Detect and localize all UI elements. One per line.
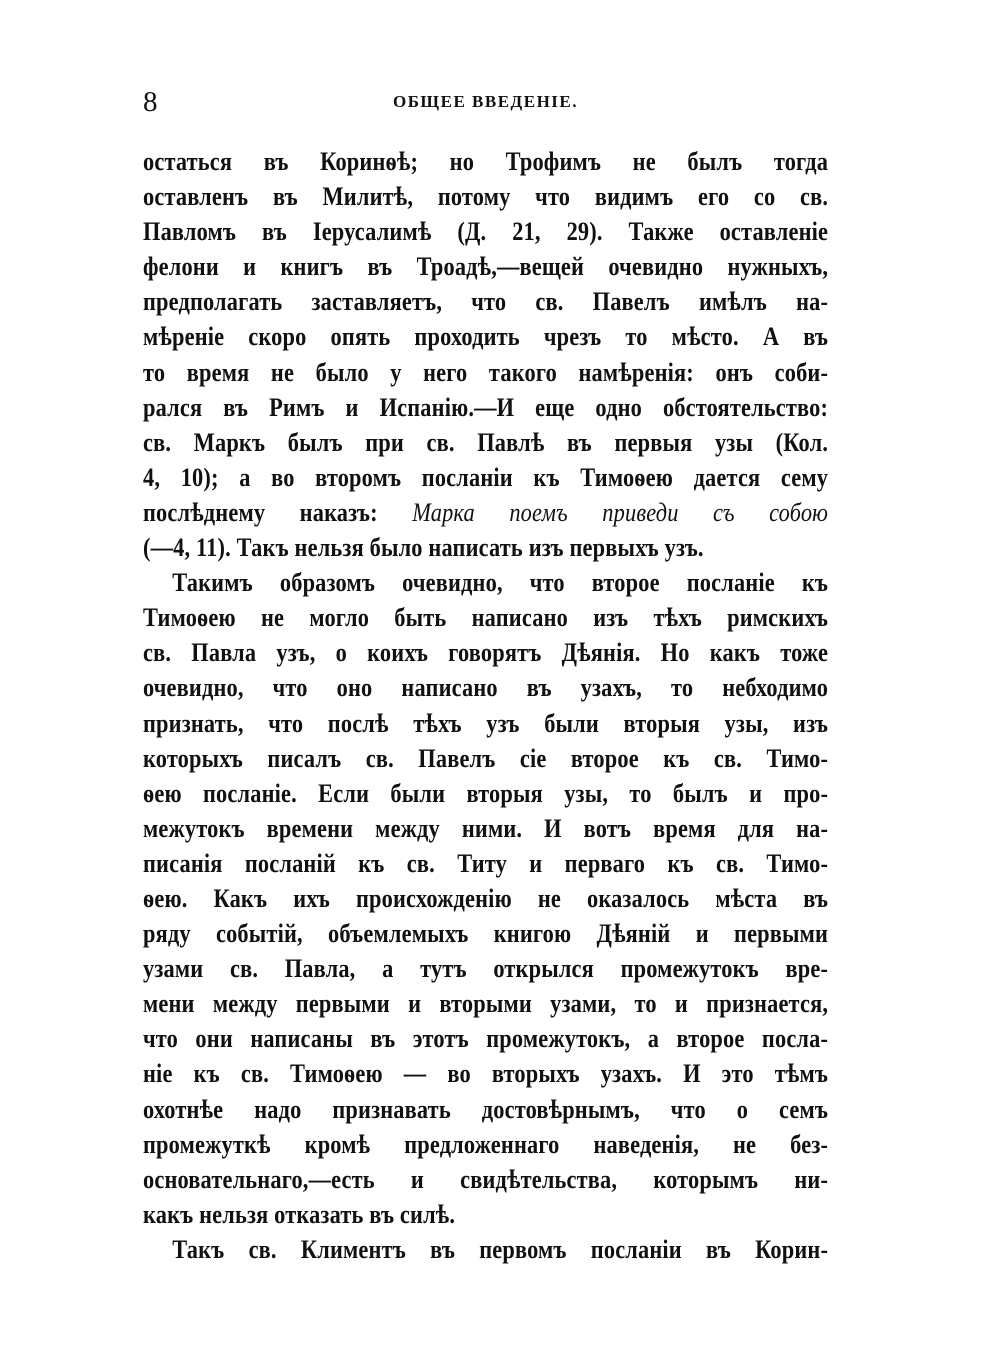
text-line: очевидно, что оно написано въ узахъ, то небходимо bbox=[143, 673, 829, 703]
text-line: мени между первыми и вторыми узами, то и признается, bbox=[143, 989, 829, 1019]
text-line: св. Павла узъ, о коихъ говорятъ Дѣянія. Но какъ тоже bbox=[143, 638, 829, 668]
text-line: оставленъ въ Милитѣ, потому что видимъ его со св. bbox=[143, 182, 829, 212]
text-line: Павломъ въ Іерусалимѣ (Д. 21, 29). Также оставленіе bbox=[143, 217, 829, 247]
text-line: узами св. Павла, а тутъ открылся промежутокъ вре- bbox=[143, 954, 829, 984]
text-line: мѣреніе скоро опять проходить чрезъ то мѣсто. А въ bbox=[143, 322, 829, 352]
text-line: которыхъ писалъ св. Павелъ сіе второе къ св. Тимо- bbox=[143, 743, 829, 773]
running-head bbox=[143, 84, 828, 124]
text-line: рался въ Римъ и Испанію.—И еще одно обстоятельство: bbox=[143, 392, 829, 422]
text-line: св. Маркъ былъ при св. Павлѣ въ первыя узы (Кол. bbox=[143, 427, 829, 457]
text-line: ѳею посланіе. Если были вторыя узы, то былъ и про- bbox=[143, 778, 829, 808]
running-title: ОБЩЕЕ ВВЕДЕНІЕ. bbox=[392, 92, 579, 111]
text-line-with-quote bbox=[143, 495, 828, 530]
text-line: что они написаны въ этотъ промежутокъ, а второе посла- bbox=[143, 1024, 829, 1054]
paragraph-start-line: Такимъ образомъ очевидно, что второе посланіе къ bbox=[172, 568, 829, 598]
paragraph-start-line: Такъ св. Климентъ въ первомъ посланіи въ Корин- bbox=[172, 1234, 829, 1264]
text-line: основательнаго,—есть и свидѣтельства, которымъ ни- bbox=[143, 1164, 829, 1194]
line-lead: послѣднему наказъ: bbox=[143, 497, 413, 527]
text-line: признать, что послѣ тѣхъ узъ были вторыя узы, изъ bbox=[143, 708, 829, 738]
text-line: ряду событій, объемлемыхъ книгою Дѣяній и первыми bbox=[143, 919, 829, 949]
text-line: то время не было у него такого намѣренія: онъ соби- bbox=[143, 357, 829, 387]
book-page bbox=[143, 84, 828, 1267]
text-line: Тимоѳею не могло быть написано изъ тѣхъ римскихъ bbox=[143, 603, 829, 633]
text-line: остаться въ Коринѳѣ; но Трофимъ не былъ тогда bbox=[143, 147, 829, 176]
page-number: 8 bbox=[143, 86, 158, 118]
text-line: ѳею. Какъ ихъ происхожденію не оказалось мѣста въ bbox=[143, 883, 829, 913]
text-line: промежуткѣ кромѣ предложеннаго наведенія, не без- bbox=[143, 1129, 829, 1159]
body-text bbox=[143, 144, 828, 1267]
text-line: охотнѣе надо признавать достовѣрнымъ, что о семъ bbox=[143, 1094, 829, 1124]
text-line: ніе къ св. Тимоѳею — во вторыхъ узахъ. И это тѣмъ bbox=[143, 1059, 829, 1089]
paragraph-end-line: (—4, 11). Такъ нельзя было написать изъ первыхъ узъ. bbox=[143, 533, 704, 563]
text-line: межутокъ времени между ними. И вотъ время для на- bbox=[143, 813, 829, 843]
text-line: писанія посланій къ св. Титу и перваго къ св. Тимо- bbox=[143, 848, 829, 878]
text-line: предполагать заставляетъ, что св. Павелъ имѣлъ на- bbox=[143, 287, 829, 317]
text-line: 4, 10); а во второмъ посланіи къ Тимоѳею дается сему bbox=[143, 462, 829, 492]
italic-quotation: Марка поемъ приведи съ собою bbox=[412, 497, 829, 527]
text-line: фелони и книгъ въ Троадѣ,—вещей очевидно нужныхъ, bbox=[143, 252, 829, 282]
paragraph-end-line: какъ нельзя отказать въ силѣ. bbox=[143, 1199, 456, 1229]
